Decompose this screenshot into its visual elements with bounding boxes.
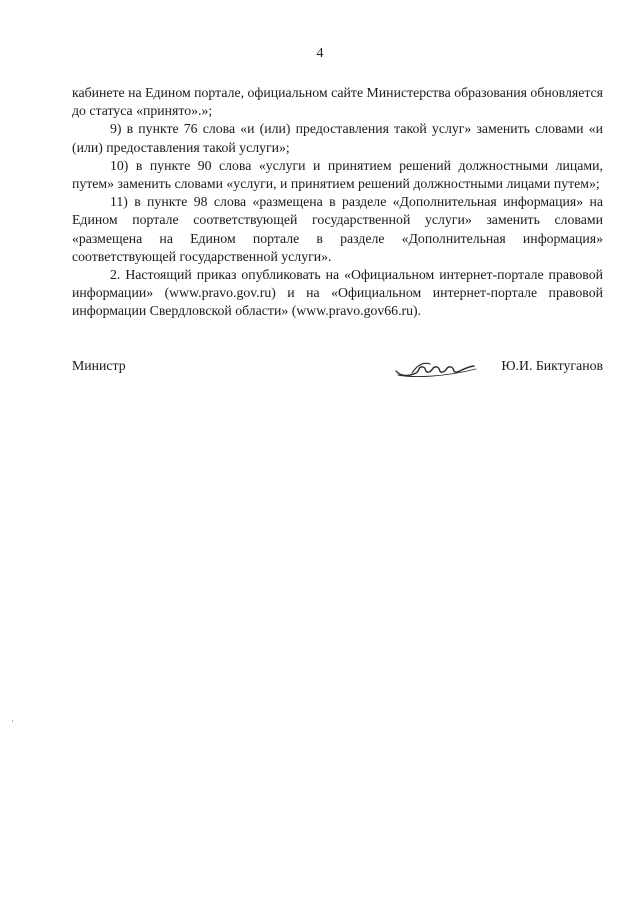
signer-name: Ю.И. Биктуганов	[501, 358, 603, 373]
paragraph-item-11: 11) в пункте 98 слова «размещена в разделе «Дополнительная информация» на Едином портале соответствующей государственной услуги» заменить словами «размещена на Едином портале в разделе «Дополнительная информация» соответствующей государственной услуги».	[72, 194, 603, 264]
signer-title: Министр	[72, 358, 126, 373]
handwritten-signature	[394, 355, 482, 379]
paragraph-item-9: 9) в пункте 76 слова «и (или) предоставления такой услуг» заменить словами «и (или) предоставления такой услуги»;	[72, 121, 603, 155]
paragraph-continuation: кабинете на Едином портале, официальном сайте Министерства образования обновляется до статуса «принято».»;	[72, 85, 603, 119]
paragraph-item-10: 10) в пункте 90 слова «услуги и принятием решений должностными лицами, путем» заменить словами «услуги, и принятием решений должностными лицами путем»;	[72, 157, 603, 192]
document-body	[72, 84, 603, 321]
page-number: 4	[316, 46, 324, 61]
scan-speck	[12, 720, 13, 722]
paragraph-publication: 2. Настоящий приказ опубликовать на «Официальном интернет-портале правовой информации» (www.pravo.gov.ru) и на «Официальном интернет-портале правовой информации Свердловской области» (www.pravo.gov66.ru).	[72, 267, 603, 319]
signature-block	[72, 355, 603, 379]
